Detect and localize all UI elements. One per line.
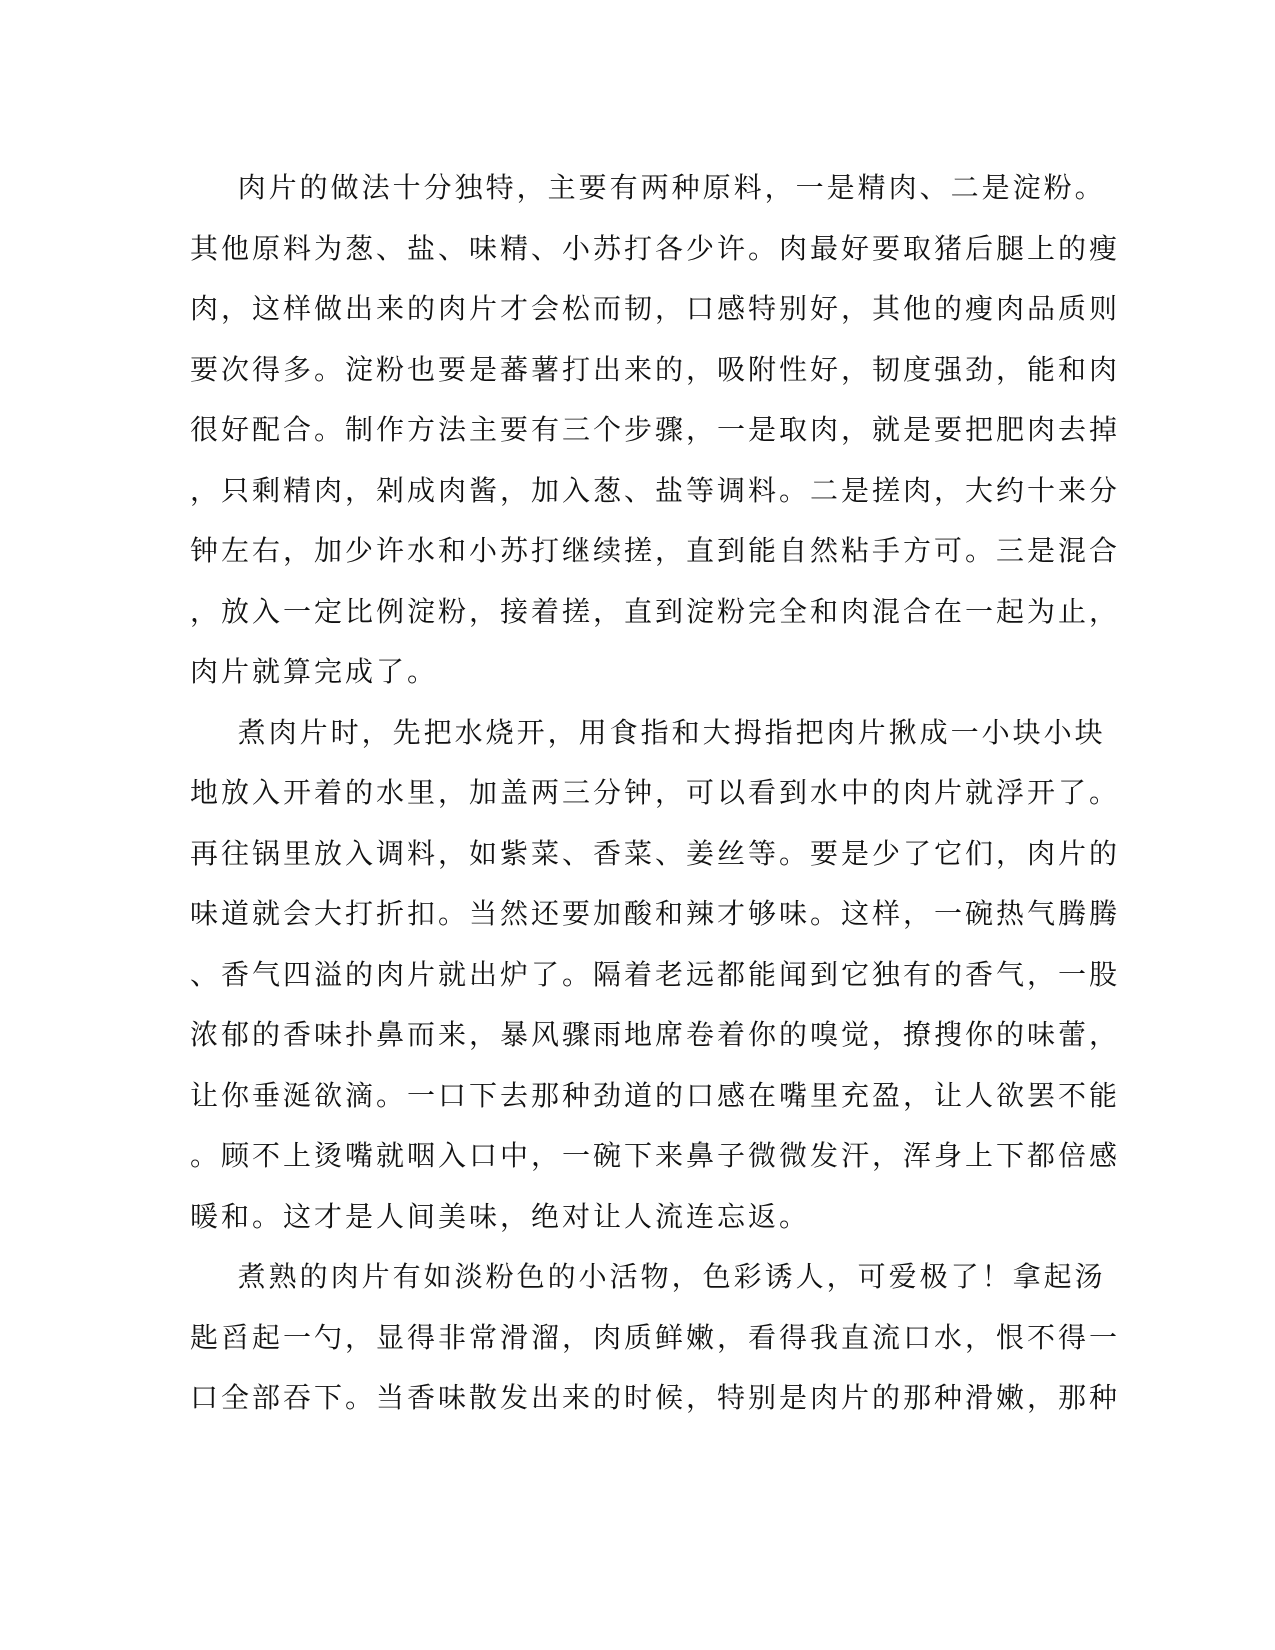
text-line: ，只剩精肉，剁成肉酱，加入葱、盐等调料。二是搓肉，大约十来分 (190, 473, 1121, 507)
text-line: 要次得多。淀粉也要是蕃薯打出来的，吸附性好，韧度强劲，能和肉 (190, 352, 1121, 386)
document-body (190, 158, 1121, 1429)
text-line: 钟左右，加少许水和小苏打继续搓，直到能自然粘手方可。三是混合 (190, 534, 1121, 567)
text-line: 口全部吞下。当香味散发出来的时候，特别是肉片的那种滑嫩，那种 (190, 1381, 1121, 1414)
text-line: 暖和。这才是人间美味，绝对让人流连忘返。 (190, 1199, 811, 1233)
text-line: 浓郁的香味扑鼻而来，暴风骤雨地席卷着你的嗅觉，撩搜你的味蕾， (190, 1018, 1121, 1051)
text-line: 肉片就算完成了。 (190, 655, 439, 688)
text-line: 。顾不上烫嘴就咽入口中，一碗下来鼻子微微发汗，浑身上下都倍感 (190, 1139, 1121, 1172)
text-line: 匙舀起一勺，显得非常滑溜，肉质鲜嫩，看得我直流口水，恨不得一 (190, 1320, 1121, 1354)
text-line: 肉片的做法十分独特，主要有两种原料，一是精肉、二是淀粉。 (190, 171, 1106, 204)
text-line: 让你垂涎欲滴。一口下去那种劲道的口感在嘴里充盈，让人欲罢不能 (190, 1078, 1121, 1112)
text-line: 再往锅里放入调料，如紫菜、香菜、姜丝等。要是少了它们，肉片的 (190, 836, 1121, 870)
text-line: 煮肉片时，先把水烧开，用食指和大拇指把肉片揪成一小块小块 (190, 715, 1106, 749)
text-line: 肉，这样做出来的肉片才会松而韧，口感特别好，其他的瘦肉品质则 (190, 292, 1121, 325)
text-line: 味道就会大打折扣。当然还要加酸和辣才够味。这样，一碗热气腾腾 (190, 897, 1121, 930)
text-line: 、香气四溢的肉片就出炉了。隔着老远都能闻到它独有的香气，一股 (190, 957, 1121, 991)
text-line: 地放入开着的水里，加盖两三分钟，可以看到水中的肉片就浮开了。 (190, 776, 1121, 809)
text-line: 其他原料为葱、盐、味精、小苏打各少许。肉最好要取猪后腿上的瘦 (190, 231, 1121, 265)
text-line: 很好配合。制作方法主要有三个步骤，一是取肉，就是要把肥肉去掉 (190, 413, 1121, 446)
text-line: ，放入一定比例淀粉，接着搓，直到淀粉完全和肉混合在一起为止， (190, 594, 1121, 628)
text-line: 煮熟的肉片有如淡粉色的小活物，色彩诱人，可爱极了！拿起汤 (190, 1260, 1106, 1293)
